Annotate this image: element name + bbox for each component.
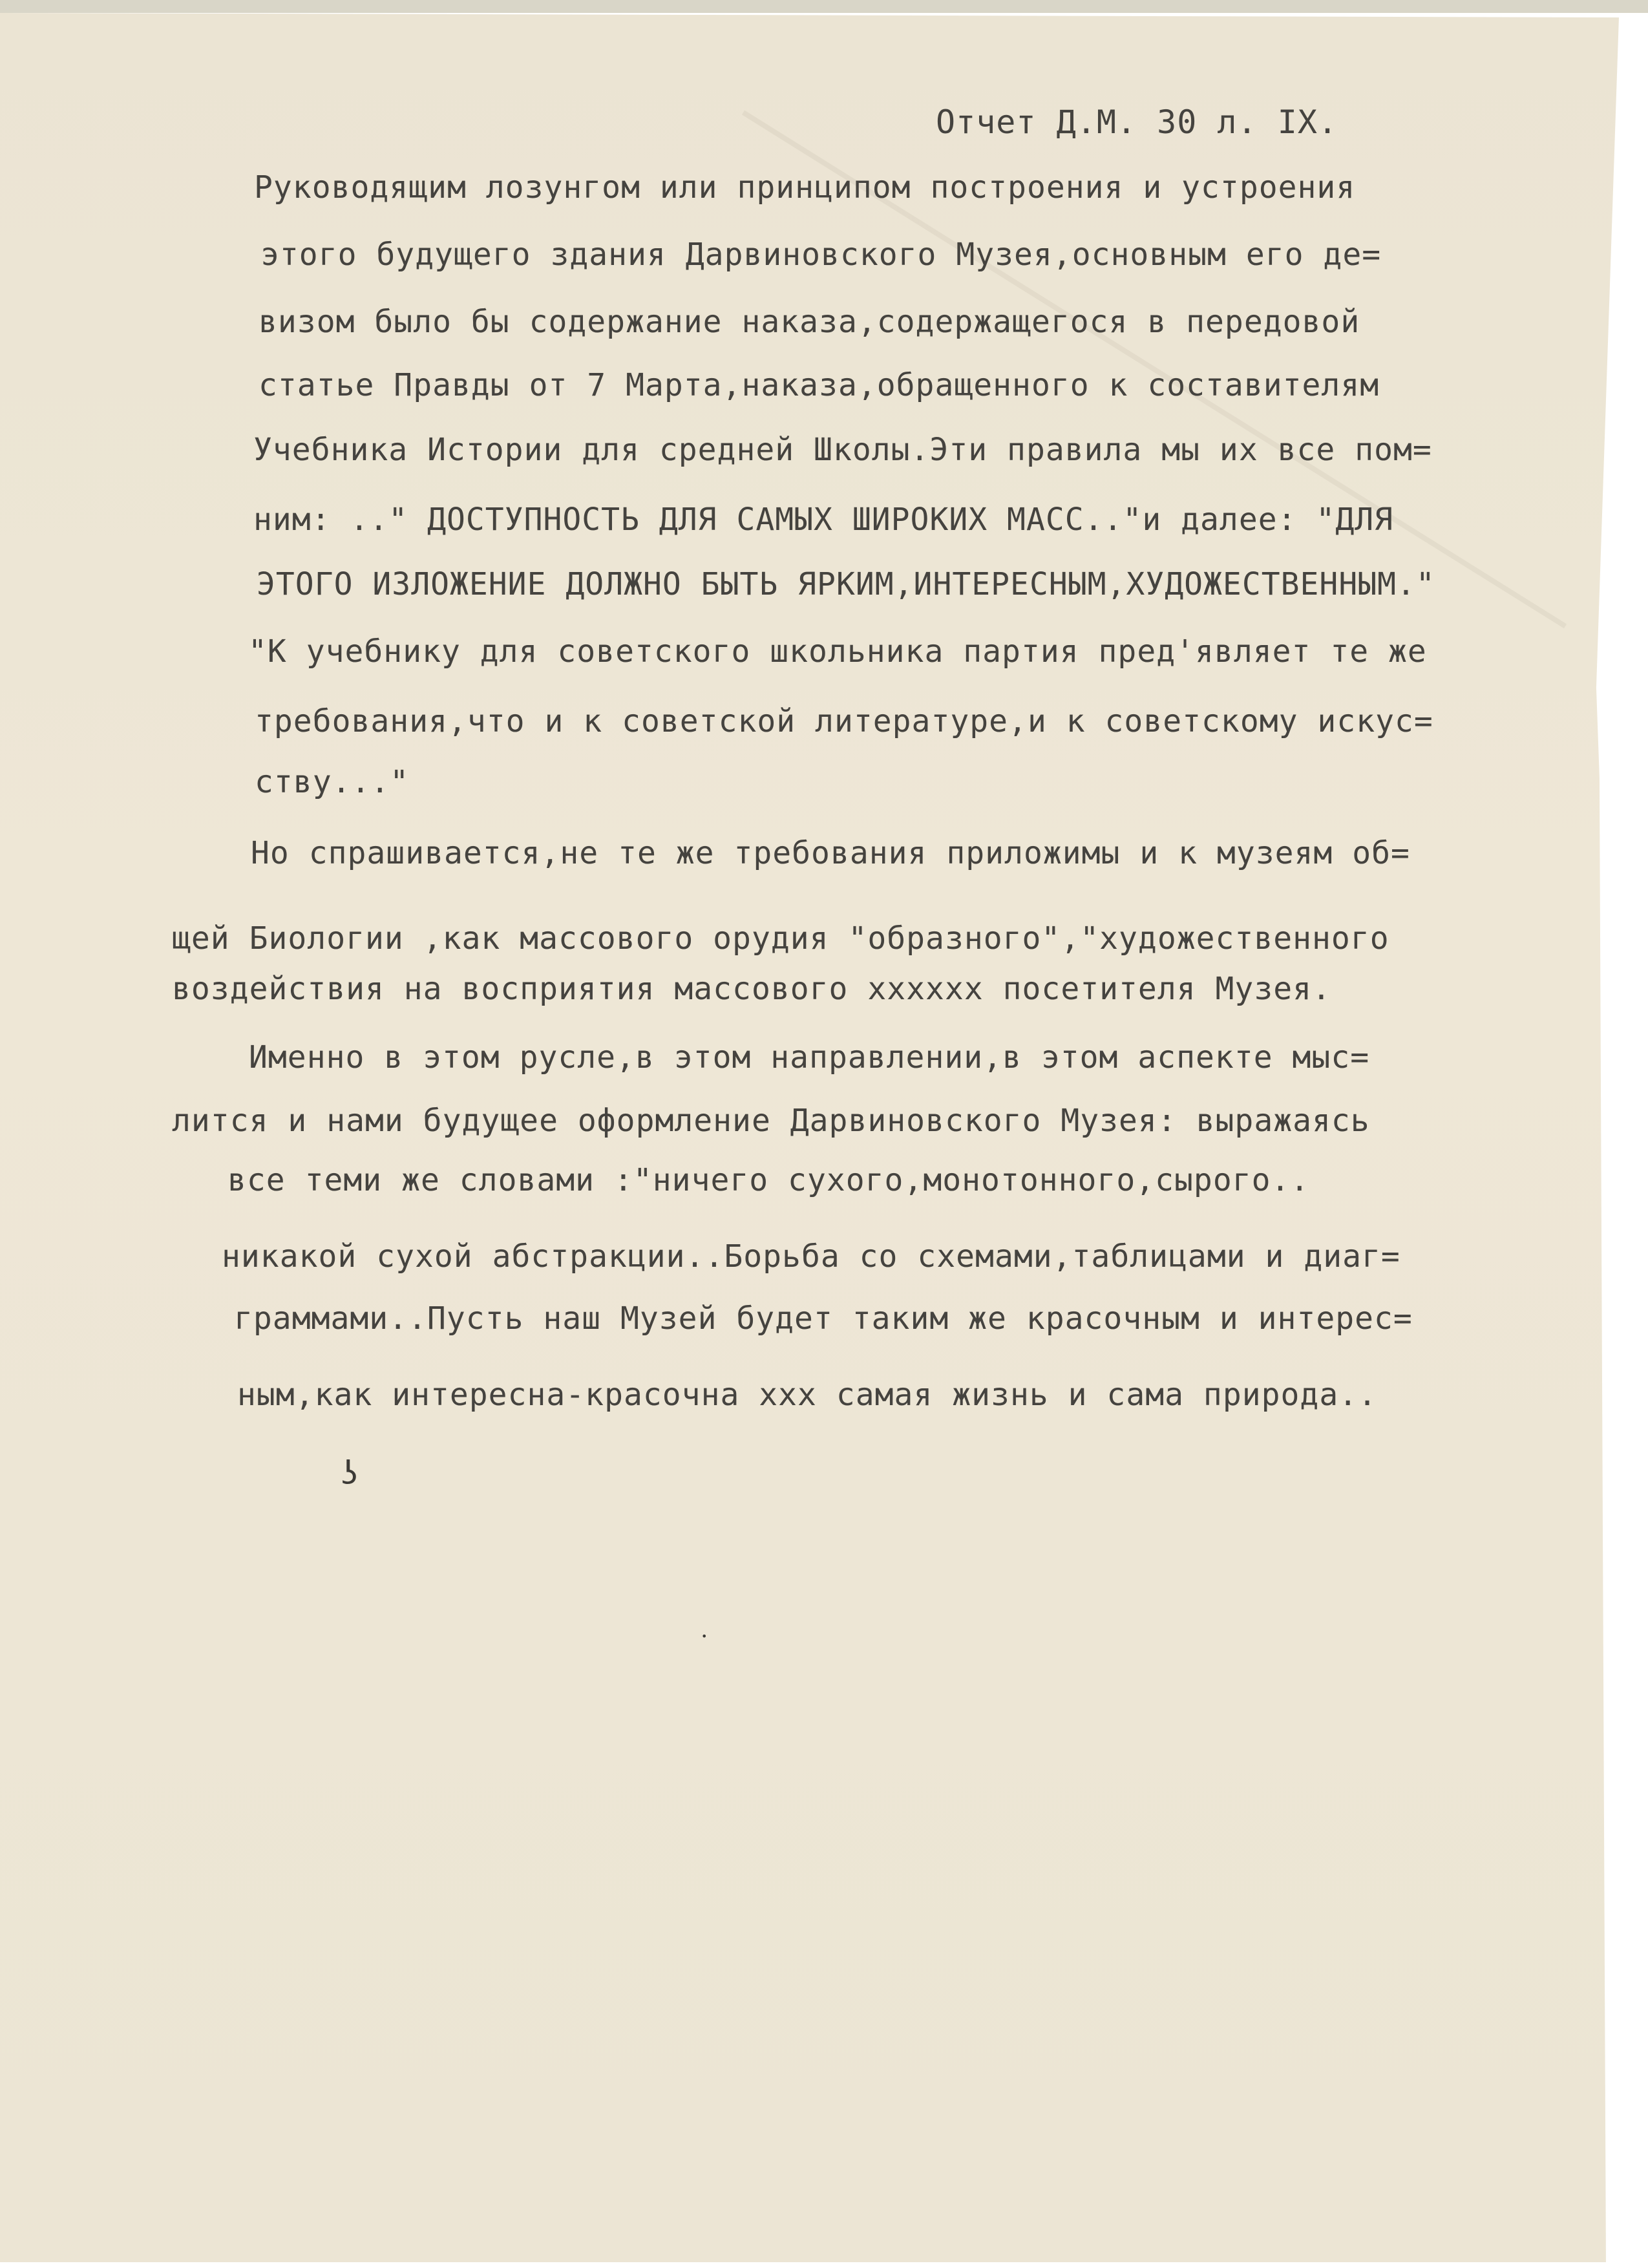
text-line: воздействия на восприятия массового хххххх посетителя Музея.	[172, 971, 1331, 1007]
text-line: Именно в этом русле,в этом направлении,в этом аспекте мыс=	[249, 1039, 1370, 1076]
text-line: статье Правды от 7 Марта,наказа,обращенного к составителям	[259, 367, 1380, 403]
ink-dot: •	[701, 1630, 708, 1642]
text-line: Руководящим лозунгом или принципом построения и устроения	[254, 169, 1356, 206]
text-line: ним: .." ДОСТУПНОСТЬ ДЛЯ САМЫХ ШИРОКИХ МАСС.."и далее: "ДЛЯ	[253, 502, 1394, 538]
text-line: этого будущего здания Дарвиновского Музея,основным его де=	[260, 237, 1382, 273]
text-line: "К учебнику для советского школьника партия пред'являет те же	[248, 633, 1427, 670]
text-line: ству..."	[255, 764, 410, 800]
text-line: щей Биологии ,как массового орудия "образного","художественного	[172, 920, 1389, 957]
scan-top-edge	[0, 0, 1648, 13]
text-line: Учебника Истории для средней Школы.Эти правила мы их все пом=	[253, 432, 1432, 468]
text-line: ным,как интересна-красочна ххх самая жизнь и сама природа..	[237, 1377, 1378, 1413]
text-line: никакой сухой абстракции..Борьба со схемами,таблицами и диаг=	[222, 1238, 1400, 1275]
text-line: лится и нами будущее оформление Дарвиновского Музея: выражаясь	[172, 1103, 1370, 1139]
text-line: Но спрашивается,не те же требования приложимы и к музеям об=	[251, 835, 1410, 871]
ink-mark: ʖ	[341, 1454, 358, 1492]
text-line: ЭТОГО ИЗЛОЖЕНИЕ ДОЛЖНО БЫТЬ ЯРКИМ,ИНТЕРЕСНЫМ,ХУДОЖЕСТВЕННЫМ."	[257, 566, 1435, 602]
text-line: требования,что и к советской литературе,и к советскому искус=	[255, 703, 1433, 739]
text-line: визом было бы содержание наказа,содержащегося в передовой	[259, 304, 1360, 340]
document-header: Отчет Д.М. 30 л. IX.	[936, 103, 1338, 141]
text-line: граммами..Пусть наш Музей будет таким же красочным и интерес=	[234, 1300, 1413, 1337]
text-line: все теми же словами :"ничего сухого,монотонного,сырого..	[227, 1162, 1310, 1198]
